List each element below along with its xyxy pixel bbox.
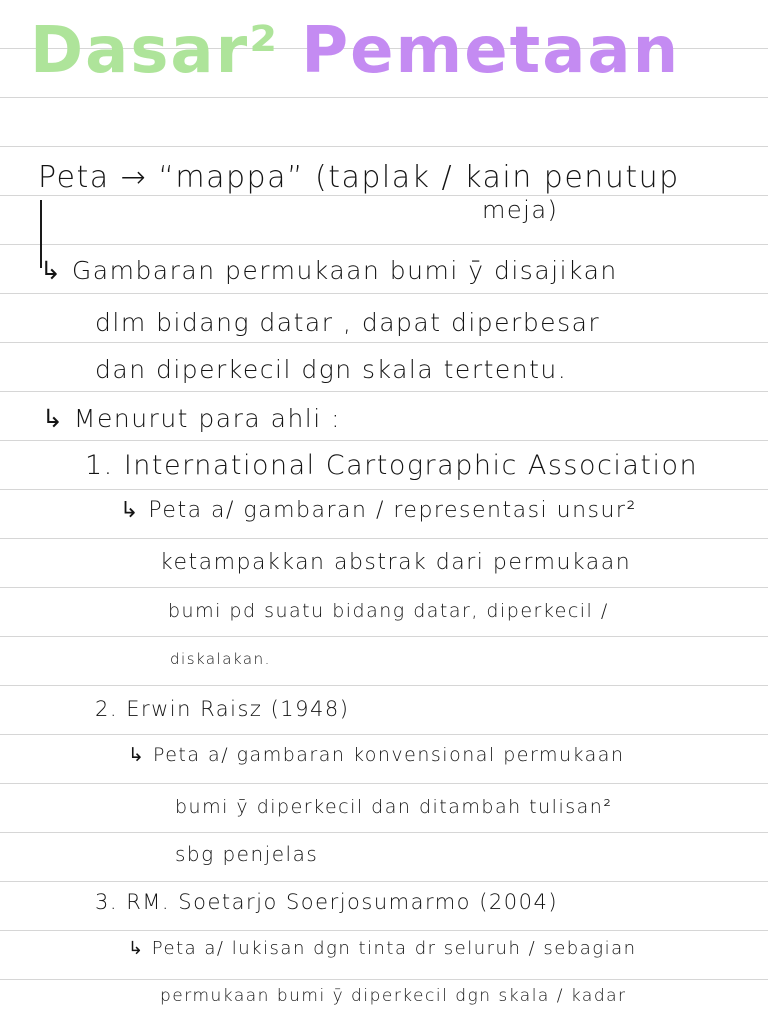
list-item-text: diskalakan.	[170, 650, 271, 668]
section-heading: ↳ Menurut para ahli :	[42, 404, 342, 433]
list-item-text: bumi ȳ diperkecil dan ditambah tulisan²	[175, 796, 613, 818]
list-item-text: bumi pd suatu bidang datar, diperkecil /	[168, 600, 609, 622]
note-line: dlm bidang datar , dapat diperbesar	[95, 308, 601, 337]
definition-heading: Peta → “mappa” (taplak / kain penutup	[38, 160, 680, 195]
list-item-heading: 2. Erwin Raisz (1948)	[95, 697, 350, 721]
note-line: ↳ Gambaran permukaan bumi ȳ disajikan	[40, 256, 618, 285]
list-item-text: permukaan bumi ȳ diperkecil dgn skala / kadar	[160, 986, 627, 1006]
page-title	[30, 14, 680, 88]
list-item-text: ↳ Peta a/ gambaran konvensional permukaan	[128, 744, 625, 766]
list-item-text: ↳ Peta a/ gambaran / representasi unsur²	[120, 498, 637, 523]
title-word-dasar: Dasar²	[30, 14, 280, 88]
note-line: dan diperkecil dgn skala tertentu.	[95, 355, 568, 384]
list-item-text: ketampakkan abstrak dari permukaan	[160, 550, 632, 575]
list-item-text: ↳ Peta a/ lukisan dgn tinta dr seluruh / sebagian	[128, 938, 637, 959]
list-item-text: sbg penjelas	[175, 842, 319, 866]
list-item-heading: 3. RM. Soetarjo Soerjosumarmo (2004)	[95, 890, 559, 914]
list-item-heading: 1. International Cartographic Association	[85, 450, 699, 481]
title-word-pemetaan: Pemetaan	[301, 14, 681, 88]
definition-heading-cont: meja)	[482, 196, 559, 224]
